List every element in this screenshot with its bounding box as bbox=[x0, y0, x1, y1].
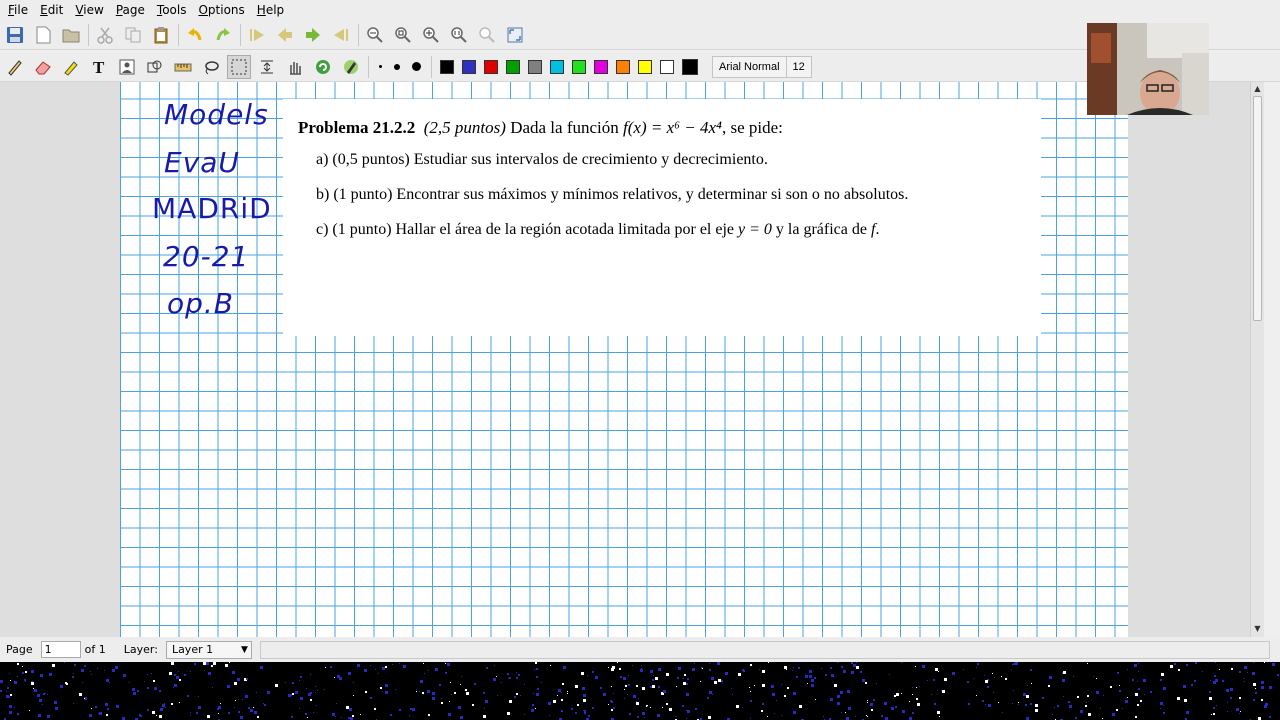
problem-title bbox=[298, 118, 783, 138]
color-lightgreen-swatch[interactable] bbox=[572, 60, 586, 74]
scroll-down-icon[interactable]: ▼ bbox=[1254, 624, 1261, 633]
font-size-selector[interactable]: 12 bbox=[787, 56, 812, 78]
color-current-swatch[interactable] bbox=[682, 59, 698, 75]
color-gray-swatch[interactable] bbox=[528, 60, 542, 74]
menu-file[interactable]: File bbox=[8, 3, 29, 17]
thickness-thick-icon[interactable] bbox=[412, 62, 421, 71]
hand-tool-icon[interactable] bbox=[283, 55, 307, 79]
shape-recognizer-icon[interactable] bbox=[143, 55, 167, 79]
menu-edit[interactable]: Edit bbox=[40, 3, 64, 17]
pen-icon[interactable] bbox=[3, 55, 27, 79]
zoom-in-icon[interactable] bbox=[419, 23, 443, 47]
desktop-background bbox=[0, 662, 1280, 720]
webcam-overlay bbox=[1087, 23, 1209, 115]
color-magenta-swatch[interactable] bbox=[594, 60, 608, 74]
status-bar bbox=[0, 637, 1280, 662]
problem-part-c-end: . bbox=[875, 221, 880, 238]
problem-statement bbox=[283, 99, 1041, 336]
zoom-page-width-icon[interactable] bbox=[447, 23, 471, 47]
first-page-icon[interactable] bbox=[245, 23, 269, 47]
handwritten-note-evau: EvaU bbox=[164, 146, 240, 179]
page-label: Page bbox=[6, 643, 33, 656]
layer-select-value: Layer 1 bbox=[171, 642, 214, 656]
color-orange-swatch[interactable] bbox=[616, 60, 630, 74]
lasso-select-icon[interactable] bbox=[199, 55, 223, 79]
problem-formula: f(x) = x⁶ − 4x⁴ bbox=[623, 118, 722, 137]
eraser-icon[interactable] bbox=[31, 55, 55, 79]
page-number-input[interactable]: 1 bbox=[41, 641, 81, 658]
layer-label: Layer: bbox=[123, 643, 158, 656]
highlighter-icon[interactable] bbox=[59, 55, 83, 79]
handwritten-note-option: op.B bbox=[167, 287, 235, 320]
canvas-area[interactable] bbox=[0, 82, 1250, 637]
problem-intro: Dada la función bbox=[510, 118, 619, 137]
problem-part-c-text: c) (1 punto) Hallar el área de la región acotada limitada por el eje bbox=[316, 221, 735, 238]
text-tool-icon[interactable] bbox=[87, 55, 111, 79]
menu-page[interactable]: Page bbox=[115, 3, 145, 17]
thickness-fine-icon[interactable] bbox=[379, 65, 382, 68]
grid-page[interactable] bbox=[120, 82, 1128, 637]
problem-part-c-f: f bbox=[870, 221, 876, 238]
scroll-thumb[interactable] bbox=[1253, 96, 1262, 321]
webcam-image bbox=[1087, 23, 1209, 115]
desktop-noise-pattern bbox=[0, 662, 1280, 720]
paste-icon[interactable] bbox=[149, 23, 173, 47]
problem-part-c-mid: y la gráfica de bbox=[775, 221, 867, 238]
scroll-up-icon[interactable]: ▲ bbox=[1254, 84, 1261, 93]
svg-text:T: T bbox=[93, 57, 105, 76]
handwritten-note-models: Models bbox=[164, 98, 269, 131]
thickness-medium-icon[interactable] bbox=[394, 64, 400, 70]
color-green-swatch[interactable] bbox=[506, 60, 520, 74]
chevron-down-icon: ▼ bbox=[241, 644, 248, 655]
color-black-swatch[interactable] bbox=[440, 60, 454, 74]
default-tool-icon[interactable] bbox=[311, 55, 335, 79]
handwritten-note-madrid: MADRiD bbox=[152, 192, 272, 225]
menu-options[interactable]: Options bbox=[198, 3, 245, 17]
fullscreen-icon[interactable] bbox=[503, 23, 527, 47]
problem-part-b: b) (1 punto) Encontrar sus máximos y mínimos relativos, y determinar si son o no absolutos. bbox=[316, 186, 909, 203]
status-message bbox=[260, 641, 1270, 659]
color-white-swatch[interactable] bbox=[660, 60, 674, 74]
redo-icon[interactable] bbox=[211, 23, 235, 47]
menu-help[interactable]: Help bbox=[256, 3, 285, 17]
color-red-swatch[interactable] bbox=[484, 60, 498, 74]
problem-number: Problema 21.2.2 bbox=[298, 118, 416, 137]
problem-tail: , se pide: bbox=[721, 118, 783, 137]
menu-view[interactable]: View bbox=[75, 3, 104, 17]
vertical-space-icon[interactable] bbox=[255, 55, 279, 79]
rect-select-icon[interactable] bbox=[227, 55, 251, 79]
color-lightblue-swatch[interactable] bbox=[550, 60, 564, 74]
copy-icon[interactable] bbox=[121, 23, 145, 47]
open-folder-icon[interactable] bbox=[59, 23, 83, 47]
problem-part-c-eq: y = 0 bbox=[738, 221, 772, 238]
handwritten-note-year: 20-21 bbox=[163, 240, 250, 273]
page-count-label: of 1 bbox=[84, 643, 106, 656]
layer-select[interactable] bbox=[166, 641, 252, 659]
previous-page-icon[interactable] bbox=[273, 23, 297, 47]
next-page-icon[interactable] bbox=[301, 23, 325, 47]
save-icon[interactable] bbox=[3, 23, 27, 47]
color-yellow-swatch[interactable] bbox=[638, 60, 652, 74]
color-blue-swatch[interactable] bbox=[462, 60, 476, 74]
menubar bbox=[0, 0, 1280, 21]
new-document-icon[interactable] bbox=[31, 23, 55, 47]
ruler-icon[interactable] bbox=[171, 55, 195, 79]
menu-tools[interactable]: Tools bbox=[156, 3, 187, 17]
problem-part-c bbox=[316, 221, 879, 239]
font-selector[interactable]: Arial Normal bbox=[712, 56, 787, 78]
last-page-icon[interactable] bbox=[329, 23, 353, 47]
cut-icon[interactable] bbox=[93, 23, 117, 47]
image-tool-icon[interactable] bbox=[115, 55, 139, 79]
zoom-custom-icon[interactable] bbox=[475, 23, 499, 47]
default-pen-icon[interactable] bbox=[339, 55, 363, 79]
problem-points: (2,5 puntos) bbox=[423, 118, 506, 137]
vertical-scrollbar[interactable] bbox=[1250, 82, 1264, 637]
zoom-out-icon[interactable] bbox=[363, 23, 387, 47]
zoom-fit-icon[interactable] bbox=[391, 23, 415, 47]
undo-icon[interactable] bbox=[183, 23, 207, 47]
problem-part-a: a) (0,5 puntos) Estudiar sus intervalos de crecimiento y decrecimiento. bbox=[316, 151, 768, 168]
